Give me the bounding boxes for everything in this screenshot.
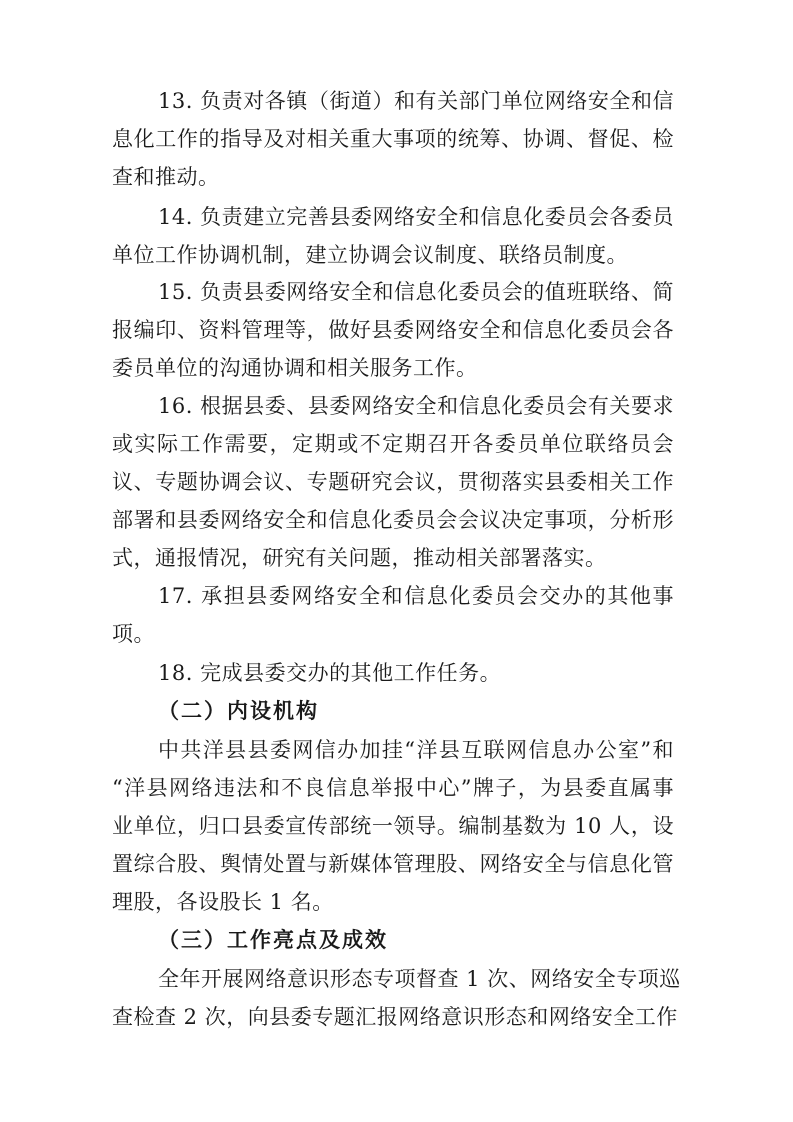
section-2-line-4: 置综合股、舆情处置与新媒体管理股、网络安全与信息化管 [112,852,674,876]
item-13-line-1: 13. 负责对各镇（街道）和有关部门单位网络安全和信 [158,89,674,113]
section-2-line-5: 理股，各设股长 1 名。 [112,890,334,914]
item-18-line-1: 18. 完成县委交办的其他工作任务。 [158,661,502,685]
section-2-line-3: 业单位，归口县委宣传部统一领导。编制基数为 10 人，设 [112,814,674,838]
item-16-line-4: 部署和县委网络安全和信息化委员会会议决定事项，分析形 [112,508,674,532]
item-14-line-1: 14. 负责建立完善县委网络安全和信息化委员会各委员 [158,205,674,229]
item-16-line-2: 或实际工作需要，定期或不定期召开各委员单位联络员会 [112,432,674,456]
item-14-line-2: 单位工作协调机制，建立协调会议制度、联络员制度。 [112,243,628,267]
section-2-line-2: “洋县网络违法和不良信息举报中心”牌子，为县委直属事 [112,776,674,800]
item-17-line-2: 项。 [112,622,155,646]
section-3-heading: （三）工作亮点及成效 [158,928,388,952]
item-16-line-3: 议、专题协调会议、专题研究会议，贯彻落实县委相关工作 [112,470,674,494]
item-16-line-1: 16. 根据县委、县委网络安全和信息化委员会有关要求 [158,394,674,418]
item-15-line-1: 15. 负责县委网络安全和信息化委员会的值班联络、简 [158,280,674,304]
item-16-line-5: 式，通报情况，研究有关问题，推动相关部署落实。 [112,546,607,570]
section-2-line-1: 中共洋县县委网信办加挂“洋县互联网信息办公室”和 [158,738,674,762]
section-3-line-1: 全年开展网络意识形态专项督查 1 次、网络安全专项巡 [158,967,681,991]
item-15-line-2: 报编印、资料管理等，做好县委网络安全和信息化委员会各 [112,318,674,342]
item-13-line-2: 息化工作的指导及对相关重大事项的统筹、协调、督促、检 [112,127,674,151]
section-2-heading: （二）内设机构 [158,699,319,723]
item-13-line-3: 查和推动。 [112,165,220,189]
section-3-line-2: 查检查 2 次，向县委专题汇报网络意识形态和网络安全工作 [112,1005,678,1029]
item-17-line-1: 17. 承担县委网络安全和信息化委员会交办的其他事 [158,584,674,608]
item-15-line-3: 委员单位的沟通协调和相关服务工作。 [112,356,478,380]
